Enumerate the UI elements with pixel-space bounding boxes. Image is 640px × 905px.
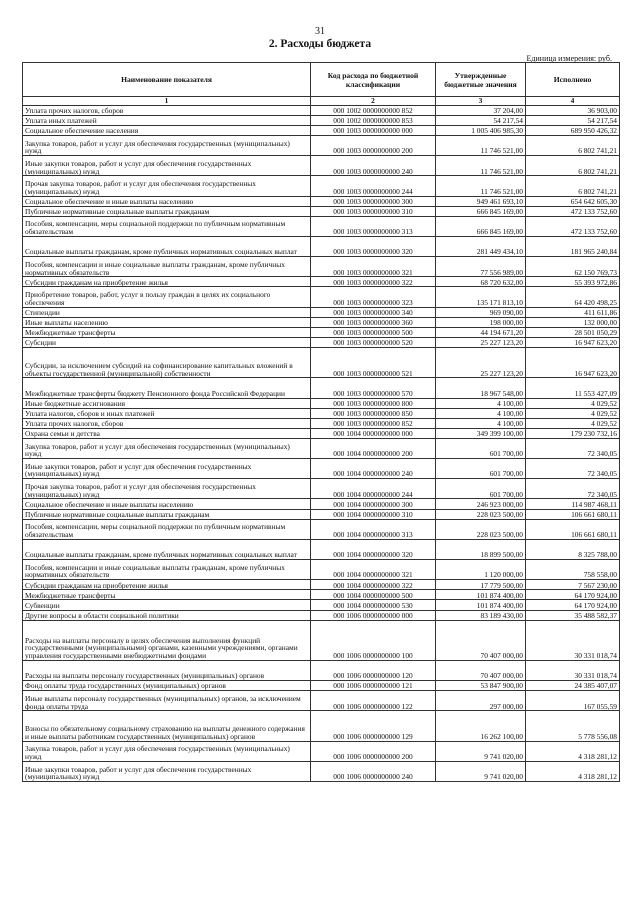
row-name: Социальное обеспечение населения — [23, 125, 311, 135]
row-name: Социальное обеспечение и иные выплаты населению — [23, 196, 311, 206]
row-executed: 8 325 788,00 — [526, 539, 620, 559]
row-name: Прочая закупка товаров, работ и услуг для обеспечения государственных (муниципальных) нужд — [23, 479, 311, 499]
table-row — [23, 509, 620, 519]
row-executed: 758 558,00 — [526, 560, 620, 580]
table-row — [23, 196, 620, 206]
row-approved: 83 189 430,00 — [436, 610, 526, 620]
row-code: 000 1004 0000000000 320 — [311, 539, 436, 559]
row-executed: 64 170 924,00 — [526, 600, 620, 610]
table-row — [23, 610, 620, 620]
row-executed: 106 661 680,11 — [526, 519, 620, 539]
row-name: Иные закупки товаров, работ и услуг для обеспечения государственных (муниципальных) нужд — [23, 761, 311, 781]
row-code: 000 1006 0000000000 100 — [311, 620, 436, 660]
row-approved: 70 407 000,00 — [436, 660, 526, 680]
table-row — [23, 206, 620, 216]
row-approved: 70 407 000,00 — [436, 620, 526, 660]
table-row — [23, 378, 620, 398]
row-code: 000 1003 0000000000 313 — [311, 216, 436, 236]
row-approved: 601 700,00 — [436, 479, 526, 499]
row-code: 000 1006 0000000000 200 — [311, 741, 436, 761]
table-row — [23, 560, 620, 580]
row-name: Приобретение товаров, работ, услуг в пользу граждан в целях их социального обеспечения — [23, 287, 311, 307]
row-code: 000 1003 0000000000 300 — [311, 196, 436, 206]
row-approved: 11 746 521,00 — [436, 176, 526, 196]
row-approved: 54 217,54 — [436, 115, 526, 125]
row-name: Субсидии — [23, 337, 311, 347]
row-code: 000 1004 0000000000 000 — [311, 428, 436, 438]
table-row — [23, 257, 620, 277]
row-approved: 11 746 521,00 — [436, 136, 526, 156]
row-executed: 36 903,00 — [526, 105, 620, 115]
row-executed: 16 947 623,20 — [526, 348, 620, 378]
row-code: 000 1004 0000000000 321 — [311, 560, 436, 580]
page-title: 2. Расходы бюджета — [268, 38, 372, 50]
table-row — [23, 681, 620, 691]
row-approved: 969 090,00 — [436, 307, 526, 317]
row-executed: 62 150 769,73 — [526, 257, 620, 277]
row-name: Охрана семьи и детства — [23, 428, 311, 438]
row-executed: 30 331 018,74 — [526, 660, 620, 680]
row-executed: 106 661 680,11 — [526, 509, 620, 519]
row-code: 000 1003 0000000000 244 — [311, 176, 436, 196]
table-row — [23, 418, 620, 428]
row-approved: 281 449 434,10 — [436, 237, 526, 257]
row-code: 000 1002 0000000000 853 — [311, 115, 436, 125]
row-approved: 101 874 400,00 — [436, 600, 526, 610]
row-executed: 64 170 924,00 — [526, 590, 620, 600]
table-row — [23, 237, 620, 257]
row-executed: 28 501 050,29 — [526, 327, 620, 337]
row-executed: 6 802 741,21 — [526, 136, 620, 156]
table-row — [23, 408, 620, 418]
row-code: 000 1003 0000000000 570 — [311, 378, 436, 398]
row-approved: 601 700,00 — [436, 438, 526, 458]
row-name: Уплата иных платежей — [23, 115, 311, 125]
row-name: Социальные выплаты гражданам, кроме публичных нормативных социальных выплат — [23, 539, 311, 559]
row-approved: 53 847 900,00 — [436, 681, 526, 691]
row-name: Пособия, компенсации и иные социальные выплаты гражданам, кроме публичных нормативных обязательств — [23, 257, 311, 277]
row-name: Уплата прочих налогов, сборов — [23, 418, 311, 428]
row-approved: 228 023 500,00 — [436, 519, 526, 539]
header-approved: Утвержденные бюджетные значения — [436, 63, 526, 97]
row-name: Межбюджетные трансферты бюджету Пенсионного фонда Российской Федерации — [23, 378, 311, 398]
table-row — [23, 115, 620, 125]
row-approved: 11 746 521,00 — [436, 156, 526, 176]
table-row — [23, 337, 620, 347]
row-name: Другие вопросы в области социальной политики — [23, 610, 311, 620]
row-approved: 44 194 671,20 — [436, 327, 526, 337]
row-code: 000 1003 0000000000 200 — [311, 136, 436, 156]
table-row — [23, 741, 620, 761]
row-name: Взносы по обязательному социальному страхованию на выплаты денежного содержания и иные выплаты работникам государственных (муниципальных) органов — [23, 711, 311, 741]
table-row — [23, 176, 620, 196]
row-executed: 167 055,59 — [526, 691, 620, 711]
row-executed: 72 340,05 — [526, 479, 620, 499]
row-name: Расходы на выплаты персоналу в целях обеспечения выполнения функций государственными (муниципальными) органами, казенными учреждениями, органами управления государственными внебюджетными фондами — [23, 620, 311, 660]
row-executed: 179 230 732,16 — [526, 428, 620, 438]
row-code: 000 1003 0000000000 000 — [311, 125, 436, 135]
row-code: 000 1004 0000000000 310 — [311, 509, 436, 519]
row-approved: 228 023 500,00 — [436, 509, 526, 519]
row-code: 000 1006 0000000000 129 — [311, 711, 436, 741]
row-approved: 18 899 500,00 — [436, 539, 526, 559]
table-row — [23, 317, 620, 327]
units-label: Единица измерения: руб. — [526, 54, 612, 63]
row-executed: 4 029,52 — [526, 418, 620, 428]
row-approved: 949 461 693,10 — [436, 196, 526, 206]
row-name: Закупка товаров, работ и услуг для обеспечения государственных (муниципальных) нужд — [23, 741, 311, 761]
table-row — [23, 327, 620, 337]
row-code: 000 1003 0000000000 360 — [311, 317, 436, 327]
table-row — [23, 479, 620, 499]
row-code: 000 1004 0000000000 322 — [311, 580, 436, 590]
row-code: 000 1004 0000000000 244 — [311, 479, 436, 499]
column-numbers-row — [23, 97, 620, 106]
row-code: 000 1006 0000000000 122 — [311, 691, 436, 711]
row-approved: 297 000,00 — [436, 691, 526, 711]
row-code: 000 1004 0000000000 313 — [311, 519, 436, 539]
row-name: Иные бюджетные ассигнования — [23, 398, 311, 408]
row-executed: 55 393 972,86 — [526, 277, 620, 287]
table-row — [23, 590, 620, 600]
row-code: 000 1003 0000000000 323 — [311, 287, 436, 307]
row-executed: 4 029,52 — [526, 408, 620, 418]
row-executed: 4 029,52 — [526, 398, 620, 408]
row-executed: 654 642 605,30 — [526, 196, 620, 206]
row-approved: 18 967 548,00 — [436, 378, 526, 398]
row-code: 000 1004 0000000000 240 — [311, 459, 436, 479]
table-row — [23, 711, 620, 741]
row-approved: 37 204,00 — [436, 105, 526, 115]
table-row — [23, 580, 620, 590]
table-row — [23, 519, 620, 539]
row-executed: 114 987 468,11 — [526, 499, 620, 509]
col-number: 3 — [436, 97, 526, 106]
row-approved: 666 845 169,00 — [436, 206, 526, 216]
row-name: Стипендии — [23, 307, 311, 317]
row-name: Иные закупки товаров, работ и услуг для обеспечения государственных (муниципальных) нужд — [23, 459, 311, 479]
row-name: Уплата налогов, сборов и иных платежей — [23, 408, 311, 418]
table-row — [23, 136, 620, 156]
row-code: 000 1003 0000000000 322 — [311, 277, 436, 287]
table-row — [23, 307, 620, 317]
row-approved: 601 700,00 — [436, 459, 526, 479]
row-code: 000 1003 0000000000 500 — [311, 327, 436, 337]
col-number: 4 — [526, 97, 620, 106]
row-executed: 16 947 623,20 — [526, 337, 620, 347]
header-name: Наименование показателя — [23, 63, 311, 97]
row-executed: 64 420 498,25 — [526, 287, 620, 307]
row-code: 000 1003 0000000000 320 — [311, 237, 436, 257]
row-code: 000 1004 0000000000 500 — [311, 590, 436, 600]
row-code: 000 1003 0000000000 520 — [311, 337, 436, 347]
row-executed: 472 133 752,60 — [526, 206, 620, 216]
row-approved: 666 845 169,00 — [436, 216, 526, 236]
row-name: Иные закупки товаров, работ и услуг для обеспечения государственных (муниципальных) нужд — [23, 156, 311, 176]
row-approved: 9 741 020,00 — [436, 741, 526, 761]
row-code: 000 1002 0000000000 852 — [311, 105, 436, 115]
row-approved: 101 874 400,00 — [436, 590, 526, 600]
row-executed: 35 488 582,37 — [526, 610, 620, 620]
row-executed: 72 340,05 — [526, 459, 620, 479]
row-name: Прочая закупка товаров, работ и услуг для обеспечения государственных (муниципальных) нужд — [23, 176, 311, 196]
row-name: Субсидии, за исключением субсидий на софинансирование капитальных вложений в объекты государственной (муниципальной) собственности — [23, 348, 311, 378]
row-name: Публичные нормативные социальные выплаты гражданам — [23, 206, 311, 216]
row-code: 000 1004 0000000000 530 — [311, 600, 436, 610]
row-approved: 198 000,00 — [436, 317, 526, 327]
row-name: Публичные нормативные социальные выплаты гражданам — [23, 509, 311, 519]
row-executed: 132 000,00 — [526, 317, 620, 327]
row-executed: 472 133 752,60 — [526, 216, 620, 236]
page-number: 31 — [315, 26, 325, 37]
row-approved: 9 741 020,00 — [436, 761, 526, 781]
row-code: 000 1003 0000000000 521 — [311, 348, 436, 378]
table-row — [23, 499, 620, 509]
row-name: Социальные выплаты гражданам, кроме публичных нормативных социальных выплат — [23, 237, 311, 257]
row-code: 000 1004 0000000000 300 — [311, 499, 436, 509]
row-code: 000 1003 0000000000 850 — [311, 408, 436, 418]
table-row — [23, 156, 620, 176]
table-row — [23, 287, 620, 307]
row-name: Субсидии гражданам на приобретение жилья — [23, 277, 311, 287]
row-executed: 24 385 407,07 — [526, 681, 620, 691]
col-number: 2 — [311, 97, 436, 106]
row-executed: 6 802 741,21 — [526, 156, 620, 176]
row-name: Социальное обеспечение и иные выплаты населению — [23, 499, 311, 509]
row-code: 000 1003 0000000000 800 — [311, 398, 436, 408]
row-code: 000 1006 0000000000 120 — [311, 660, 436, 680]
table-row — [23, 761, 620, 781]
table-row — [23, 428, 620, 438]
table-row — [23, 459, 620, 479]
row-executed: 411 611,86 — [526, 307, 620, 317]
row-code: 000 1006 0000000000 000 — [311, 610, 436, 620]
header-executed: Исполнено — [526, 63, 620, 97]
row-name: Закупка товаров, работ и услуг для обеспечения государственных (муниципальных) нужд — [23, 438, 311, 458]
row-approved: 17 779 500,00 — [436, 580, 526, 590]
table-row — [23, 600, 620, 610]
row-executed: 181 965 240,84 — [526, 237, 620, 257]
row-approved: 25 227 123,20 — [436, 348, 526, 378]
row-approved: 1 120 000,00 — [436, 560, 526, 580]
row-code: 000 1003 0000000000 852 — [311, 418, 436, 428]
row-approved: 77 556 989,00 — [436, 257, 526, 277]
row-approved: 349 399 100,00 — [436, 428, 526, 438]
table-row — [23, 398, 620, 408]
row-executed: 4 318 281,12 — [526, 761, 620, 781]
row-approved: 246 923 000,00 — [436, 499, 526, 509]
row-name: Пособия, компенсации и иные социальные выплаты гражданам, кроме публичных нормативных обязательств — [23, 560, 311, 580]
row-name: Межбюджетные трансферты — [23, 590, 311, 600]
row-name: Пособия, компенсации, меры социальной поддержки по публичным нормативным обязательствам — [23, 519, 311, 539]
row-approved: 135 171 813,10 — [436, 287, 526, 307]
row-executed: 72 340,05 — [526, 438, 620, 458]
row-code: 000 1006 0000000000 121 — [311, 681, 436, 691]
row-code: 000 1003 0000000000 310 — [311, 206, 436, 216]
row-name: Закупка товаров, работ и услуг для обеспечения государственных (муниципальных) нужд — [23, 136, 311, 156]
table-row — [23, 216, 620, 236]
table-row — [23, 105, 620, 115]
row-name: Субсидии гражданам на приобретение жилья — [23, 580, 311, 590]
row-approved: 16 262 100,00 — [436, 711, 526, 741]
row-code: 000 1006 0000000000 240 — [311, 761, 436, 781]
table-row — [23, 660, 620, 680]
row-executed: 689 950 426,32 — [526, 125, 620, 135]
row-name: Расходы на выплаты персоналу государственных (муниципальных) органов — [23, 660, 311, 680]
table-row — [23, 691, 620, 711]
row-executed: 6 802 741,21 — [526, 176, 620, 196]
table-row — [23, 438, 620, 458]
row-code: 000 1004 0000000000 200 — [311, 438, 436, 458]
row-code: 000 1003 0000000000 321 — [311, 257, 436, 277]
row-approved: 1 005 406 985,30 — [436, 125, 526, 135]
row-executed: 11 553 427,09 — [526, 378, 620, 398]
row-code: 000 1003 0000000000 340 — [311, 307, 436, 317]
row-approved: 4 100,00 — [436, 418, 526, 428]
row-executed: 7 567 230,00 — [526, 580, 620, 590]
row-name: Субвенции — [23, 600, 311, 610]
row-name: Пособия, компенсации, меры социальной поддержки по публичным нормативным обязательствам — [23, 216, 311, 236]
row-approved: 4 100,00 — [436, 408, 526, 418]
row-executed: 54 217,54 — [526, 115, 620, 125]
col-number: 1 — [23, 97, 311, 106]
table-row — [23, 277, 620, 287]
expenses-table — [22, 62, 620, 782]
row-executed: 5 778 556,08 — [526, 711, 620, 741]
row-name: Иные выплаты населению — [23, 317, 311, 327]
row-name: Уплата прочих налогов, сборов — [23, 105, 311, 115]
row-approved: 25 227 123,20 — [436, 337, 526, 347]
table-row — [23, 125, 620, 135]
row-name: Иные выплаты персоналу государственных (муниципальных) органов, за исключением фонда оплаты труда — [23, 691, 311, 711]
header-code: Код расхода по бюджетной классификации — [311, 63, 436, 97]
row-executed: 4 318 281,12 — [526, 741, 620, 761]
table-row — [23, 539, 620, 559]
table-row — [23, 348, 620, 378]
row-name: Фонд оплаты труда государственных (муниципальных) органов — [23, 681, 311, 691]
row-code: 000 1003 0000000000 240 — [311, 156, 436, 176]
row-executed: 30 331 018,74 — [526, 620, 620, 660]
row-approved: 68 720 632,00 — [436, 277, 526, 287]
row-approved: 4 100,00 — [436, 398, 526, 408]
row-name: Межбюджетные трансферты — [23, 327, 311, 337]
table-row — [23, 620, 620, 660]
